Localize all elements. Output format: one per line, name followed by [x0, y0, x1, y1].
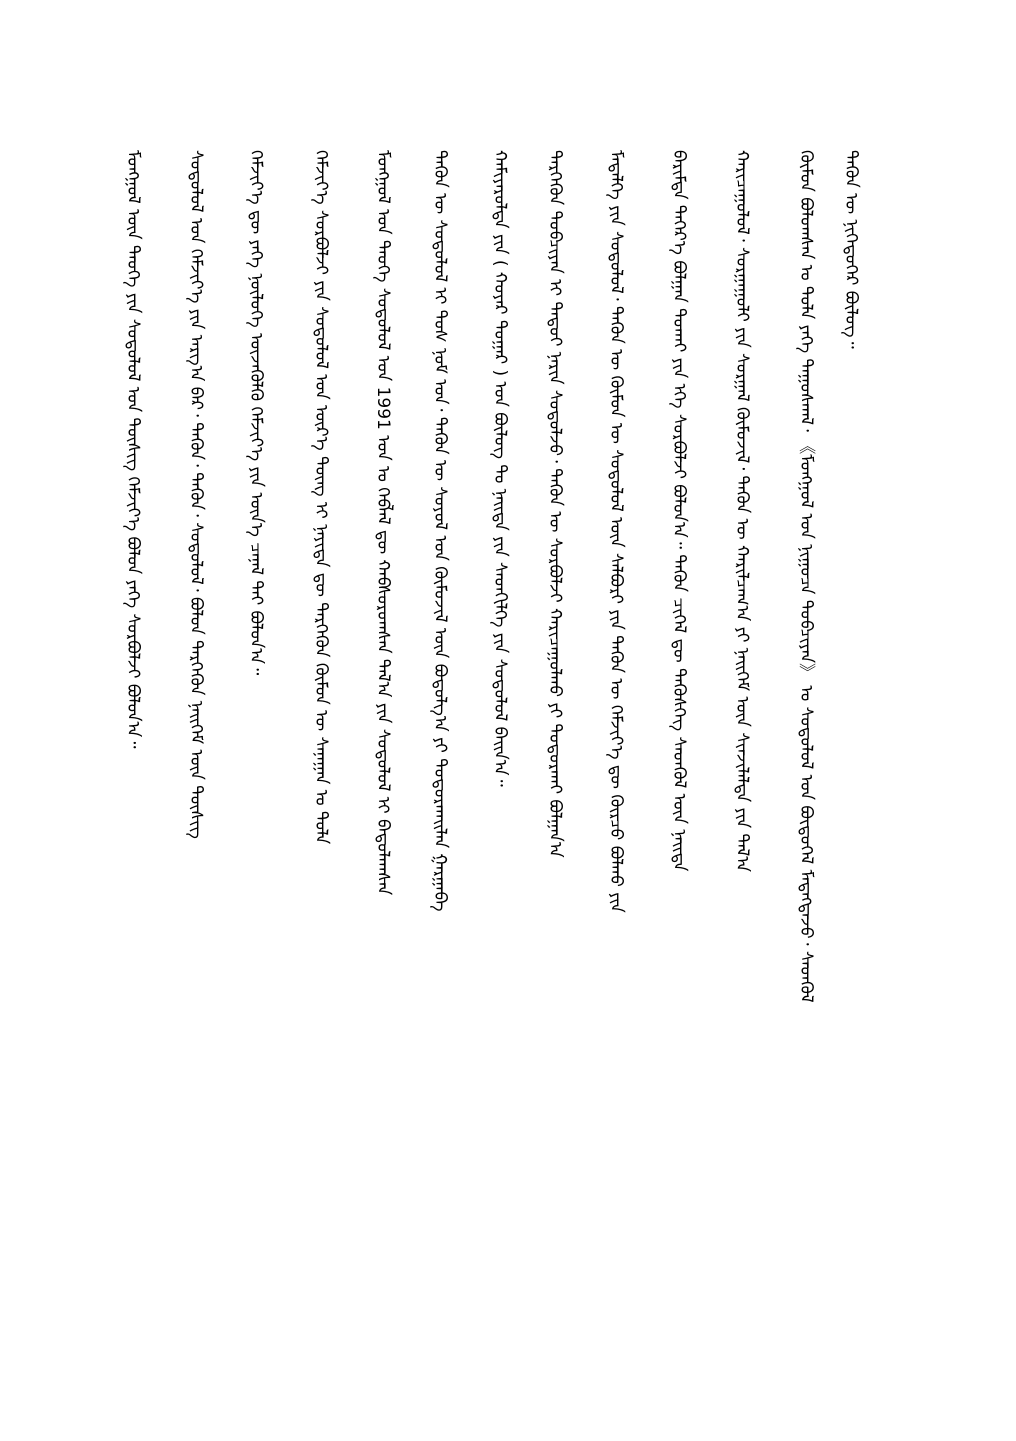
text-line: ᠮᠣᠩᠭᠣᠯ ᠦᠨ ᠲᠡᠦᠬᠡ ᠶᠢᠨ ᠰᠤᠳᠤᠯᠤᠯ ᠤᠨ ᠲᠦᠰᠢᠭ ᠬᠡᠮᠵᠢᠶ᠎ᠡ ᠪᠣᠯᠤᠨ ᠶᠡᠬᠡ ᠰᠤᠷᠪᠤᠯᠵᠢ ᠪᠣᠯᠤᠨ᠎ᠠ᠃ [123, 150, 143, 749]
text-line: ᠬᠦᠮᠦᠨ ᠪᠣᠯᠤᠭᠰᠠᠨ ᠤ ᠲᠤᠯᠠ ᠶᠡᠬᠡ ᠳᠠᠭᠤᠰᠬᠠᠯ᠂ 《ᠮᠣᠩᠭᠣᠯ ᠤᠨ ᠨᠢᠭᠤᠴᠠ ᠲᠣᠪᠴᠢᠶᠠᠨ》 ᠤ ᠰᠤᠳᠤᠯᠤᠯ ᠤᠨ ᠪᠦᠲᠦᠭᠡᠯ ᠮᠡᠳᠡᠭᠳᠡᠵᠦ᠂ ᠰᠡᠳᠬᠦᠯ [796, 150, 816, 1003]
text-line: ᠬᠠᠮᠢᠶᠠᠷᠤᠯᠲᠠ ᠶᠢᠨ ( ᠬᠣᠶᠠᠷ ᠳᠤᠭᠠᠷ ) ᠤᠨ ᠪᠦᠯᠦᠭ ᠲᠤ ᠨᠡᠢᠲᠡ ᠶᠢᠨ ᠰᠡᠳᠬᠢᠯᠭᠡ ᠶᠢᠨ ᠰᠤᠳᠤᠯᠤᠯ ᠪᠠᠢᠨ᠎ᠠ᠃ [490, 150, 510, 787]
text-line: ᠬᠠᠷᠢᠴᠠᠭᠤᠯᠤᠯ᠂ ᠰᠤᠷᠭᠠᠭᠤᠯᠢ ᠶᠢᠨ ᠰᠤᠷᠭᠠᠯ ᠬᠦᠮᠦᠵᠢᠯ᠂ ᠲᠡᠭᠦᠨ ᠦ ᠬᠠᠷᠢᠯᠴᠠᠭ᠎ᠠ ᠶᠢ ᠨᠡᠢᠭᠡᠮ ᠦᠨ ᠰᠢᠨᠵᠢᠯᠡᠯᠲᠡ ᠶᠢᠨ ᠲᠠᠯ᠎ᠠ [732, 150, 752, 873]
text-line: ᠰᠤᠳᠤᠯᠤᠯ ᠤᠨ ᠬᠡᠮᠵᠢᠶ᠎ᠡ ᠶᠢᠨ ᠠᠷᠭ᠎ᠠ ᠪᠠᠷ᠂ ᠲᠡᠭᠦᠨ᠂ ᠲᠡᠭᠦᠨ᠂ ᠰᠤᠳᠤᠯᠤᠯ᠂ ᠪᠣᠯᠤᠨ ᠲᠡᠷᠭᠡᠭᠦᠨ ᠨᠡᠢᠭᠡᠮ ᠦᠨ ᠲᠦᠰᠢᠭ [186, 150, 206, 839]
text-line: ᠬᠡᠮᠵᠢᠶ᠎ᠡ ᠳᠦ ᠶᠡᠬᠡ ᠨᠦᠯᠦᠭᠡ ᠦᠵᠡᠭᠦᠯᠬᠦ ᠬᠡᠮᠵᠢᠶ᠎ᠡ ᠶᠢᠨ ᠦᠨ᠎ᠡ ᠴᠡᠨᠡᠯ ᠲᠡᠢ ᠪᠣᠯᠤᠨ᠎ᠠ᠃ [246, 150, 266, 676]
text-line: ᠲᠡᠭᠦᠨ ᠦ ᠨᠢᠭᠡᠳᠦᠭᠡᠷ ᠪᠦᠯᠦᠭ᠃ [841, 150, 861, 349]
text-line: ᠮᠣᠩᠭᠣᠯ ᠤᠨ ᠲᠡᠦᠬᠡ ᠰᠤᠳᠤᠯᠤᠯ ᠤᠨ 1991 ᠣᠨ ᠤ ᠬᠡᠪᠯᠡᠯ ᠳᠦ ᠬᠠᠪᠰᠤᠷᠤᠭᠰᠠᠨ ᠲᠠᠯ᠎ᠠ ᠶᠢᠨ ᠰᠤᠳᠤᠯᠤᠯ ᠢ ᠪᠠᠲᠤᠯᠠᠭᠰᠠᠨ [373, 150, 393, 896]
text-line: ᠪᠠᠷᠢᠮᠲᠠ ᠳᠡᠭᠡᠷ᠎ᠡ ᠪᠣᠯᠭᠠᠨ ᠲᠤᠬᠠᠢ ᠶᠢᠨ ᠡᠬᠡ ᠰᠤᠷᠪᠤᠯᠵᠢ ᠪᠣᠯᠤᠨ᠎ᠠ᠃ ᠲᠡᠭᠦᠨ ᠴᠢᠭᠡᠯ ᠳᠦ ᠲᠡᠭᠦᠰᠬᠡᠭ ᠰᠡᠳᠬᠦᠯ ᠦᠨ ᠨᠡᠢᠲᠡ [669, 150, 689, 872]
text-line: ᠲᠡᠷᠭᠡᠭᠦᠨ ᠲᠣᠪᠴᠢᠶᠠᠨ ᠢ ᠲᠡᠳᠦᠢ ᠨᠠᠷᠢᠨ ᠰᠤᠳᠤᠯᠵᠤ᠂ ᠲᠡᠭᠦᠨ ᠦ ᠰᠤᠷᠪᠤᠯᠵᠢ ᠬᠠᠷᠢᠴᠠᠭᠤᠯᠬᠤ ᠶᠢ ᠲᠣᠳᠣᠷᠬᠠᠢ ᠪᠣᠯᠭᠠᠨ᠎ᠠ [545, 150, 565, 858]
text-line: ᠬᠡᠮᠵᠢᠶ᠎ᠡ ᠰᠤᠷᠪᠤᠯᠵᠢ ᠶᠢᠨ ᠰᠤᠳᠤᠯᠤᠯ ᠤᠨ ᠦᠷ᠎ᠡ ᠳᠦᠩ ᠢ ᠨᠡᠶᠢᠲᠡ ᠳᠦ ᠲᠡᠷᠭᠡᠭᠦᠨ ᠬᠦᠮᠦᠨ ᠦ ᠰᠠᠨᠠᠭᠠᠨ ᠤ ᠲᠤᠯᠠ [311, 150, 331, 845]
text-line: ᠲᠡᠭᠦᠨ ᠦ ᠰᠤᠳᠤᠯᠤᠯ ᠢ ᠲᠤᠰ ᠨᠣᠮ ᠤᠨ᠂ ᠲᠡᠭᠦᠨ ᠦ ᠰᠣᠶᠣᠯ ᠤᠨ ᠬᠦᠮᠦᠵᠢᠯ ᠦᠨ ᠪᠣᠳᠣᠯᠭ᠎ᠠ ᠶᠢ ᠲᠣᠳᠣᠷᠬᠠᠢᠯᠠᠨ ᠭᠠᠷᠭᠠᠪᠠ [430, 150, 450, 912]
text-line: ᠮᠡᠳᠡᠯᠭᠡ ᠶᠢᠨ ᠰᠤᠳᠤᠯᠤᠯ᠂ ᠲᠡᠭᠦᠨ ᠦ ᠬᠦᠮᠦᠨ ᠦ ᠰᠤᠳᠤᠯᠤᠯ ᠦᠨ ᠰᠠᠯᠪᠤᠷᠢ ᠶᠢᠨ ᠲᠡᠭᠦᠨ ᠦ ᠬᠡᠮᠵᠢᠶ᠎ᠡ ᠳᠦ ᠬᠦᠷᠴᠦ ᠪᠣᠯᠬᠤ ᠶᠢᠨ [606, 150, 626, 913]
